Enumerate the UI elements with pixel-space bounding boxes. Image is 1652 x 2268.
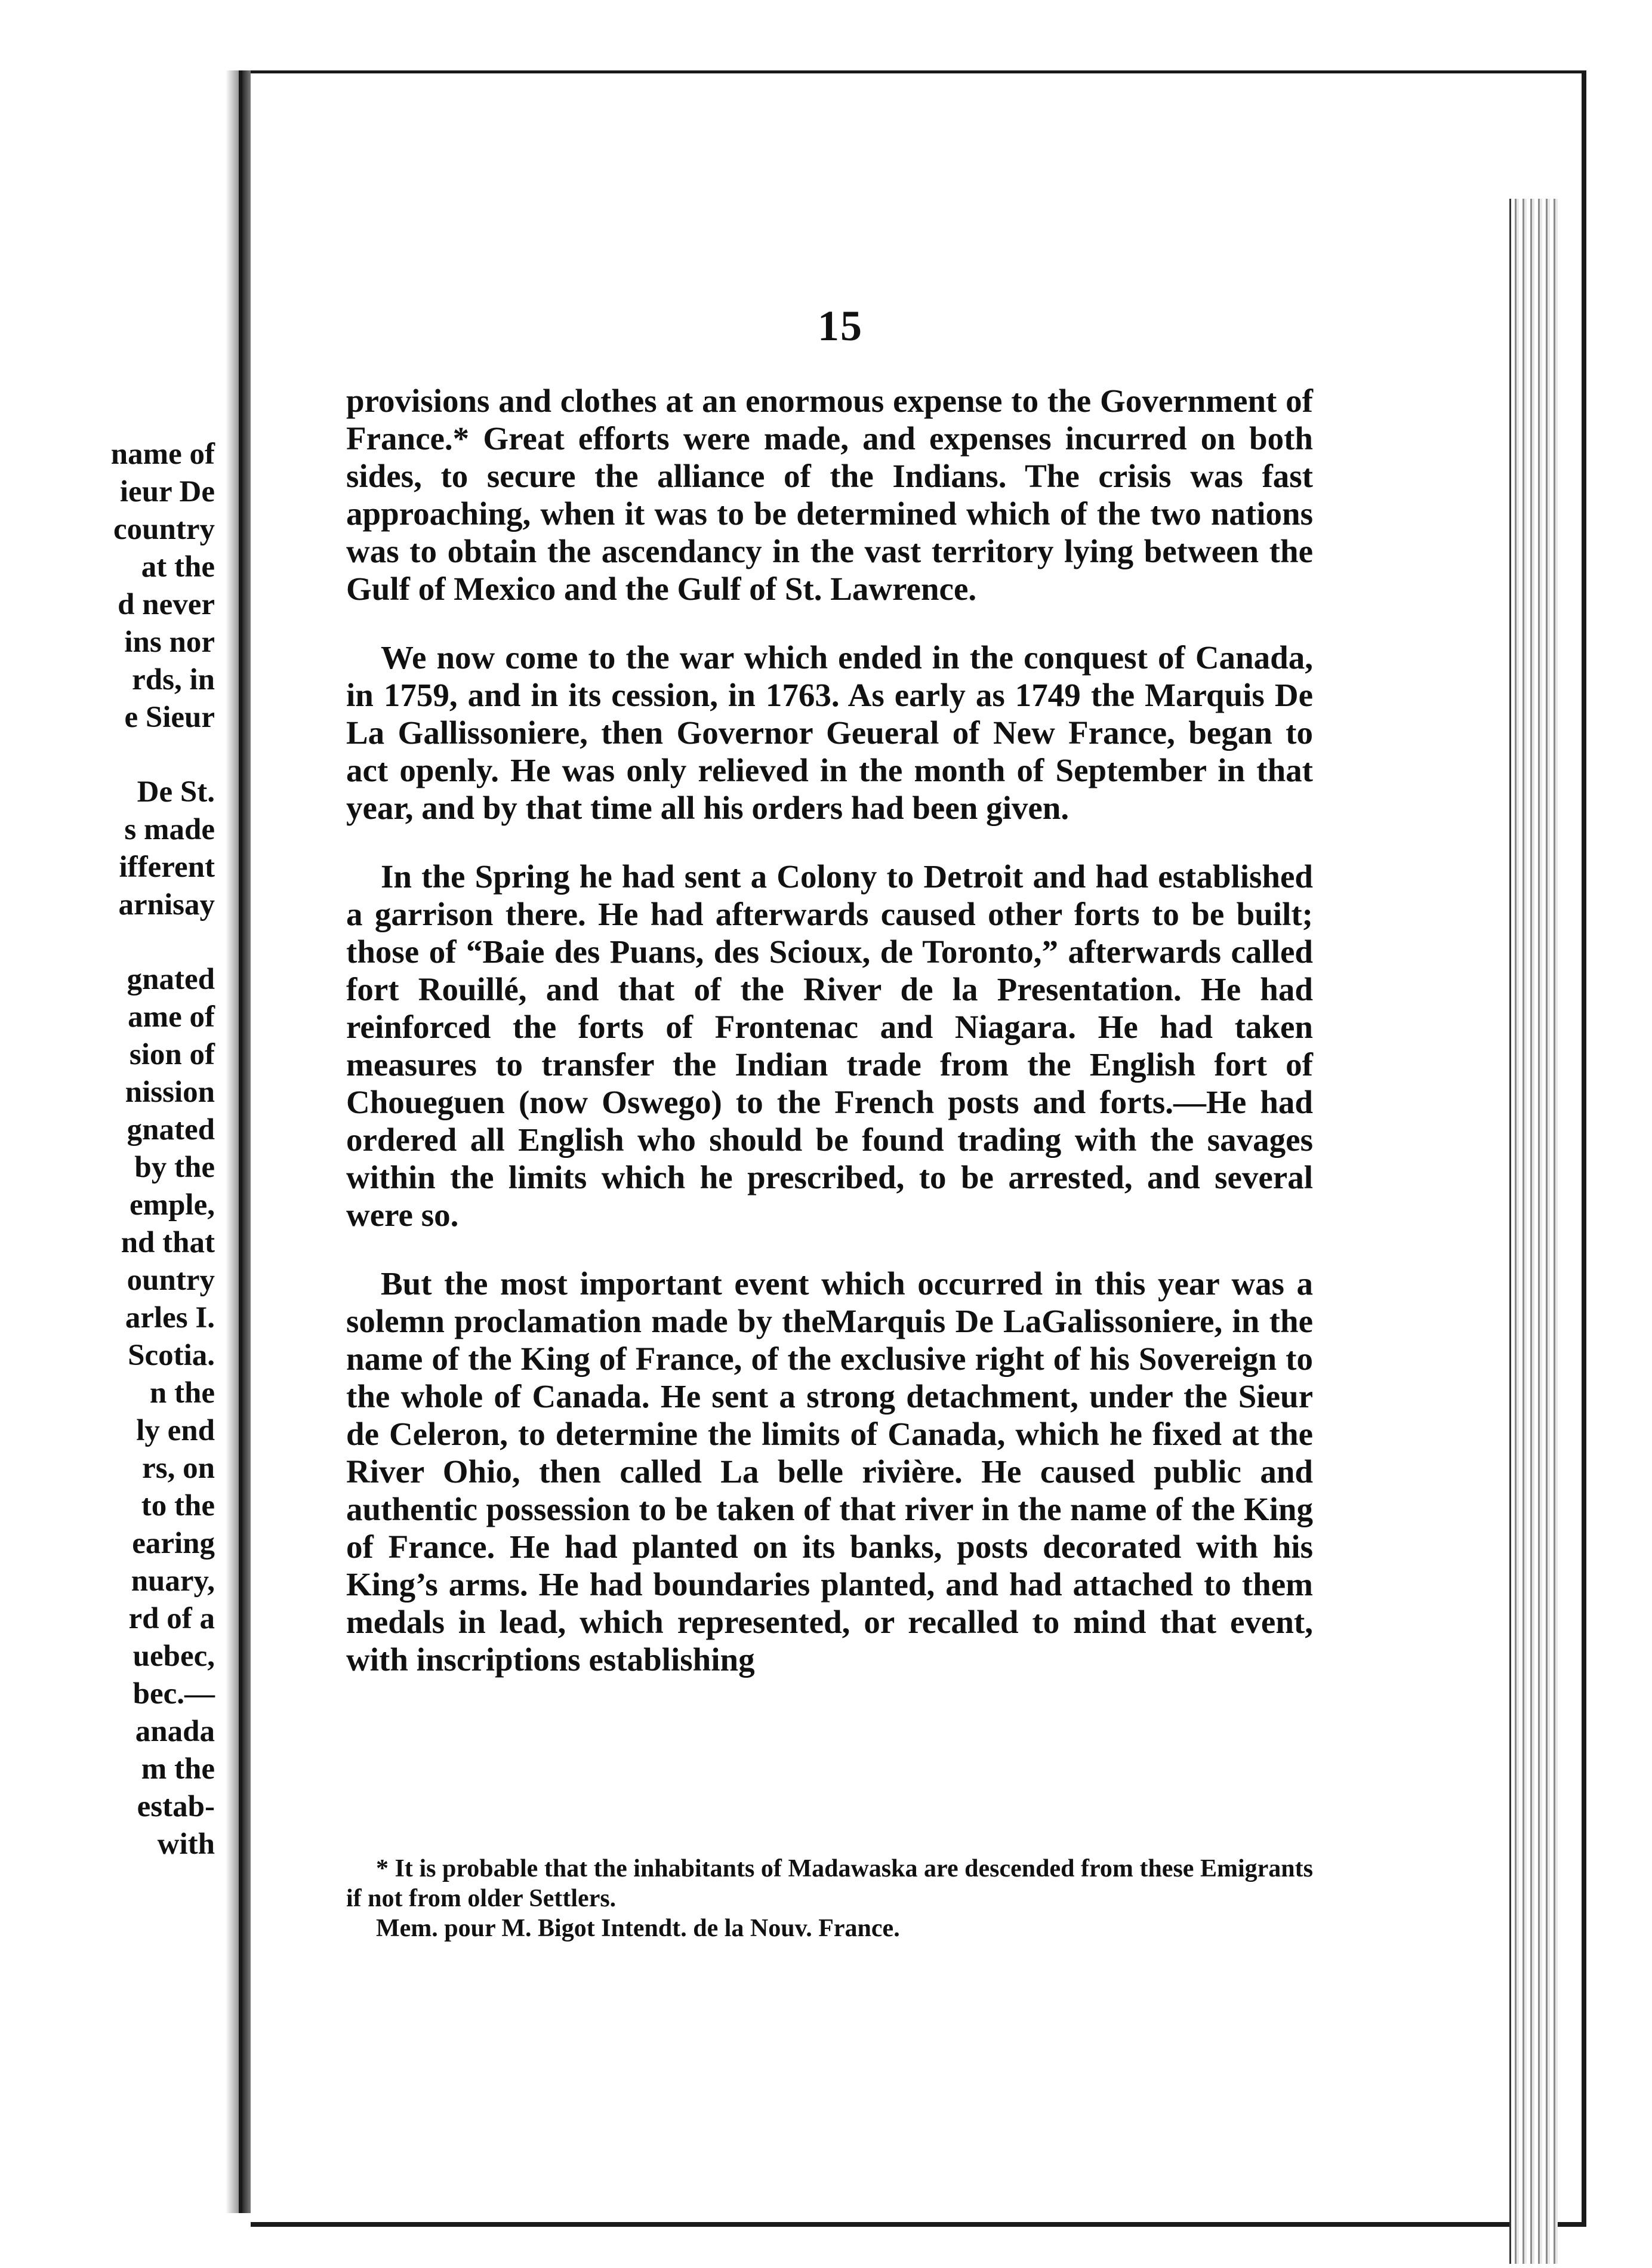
- facing-text-line: sion of: [129, 1038, 215, 1071]
- paragraph: We now come to the war which ended in the conquest of Canada, in 1759, and in its cession, in 1763. As early as 1749 the Marquis De La Gallissoniere, then Governor Geueral of New France, began to act openly. He was only relieved in the month of September in that year, and by that time all his orders had been given.: [346, 639, 1313, 826]
- facing-text-line: De St.: [137, 775, 215, 809]
- facing-text-line: ly end: [136, 1414, 215, 1447]
- facing-page-left: [0, 70, 242, 2213]
- facing-text-line: uebec,: [132, 1640, 215, 1673]
- footnote-citation: Mem. pour M. Bigot Intendt. de la Nouv. France.: [376, 1915, 900, 1942]
- facing-text-line: with: [157, 1828, 215, 1861]
- facing-text-line: at the: [141, 550, 215, 584]
- page-gutter-shadow: [226, 70, 239, 2213]
- body-text: [346, 382, 1313, 1709]
- footnotes: [346, 1854, 1313, 1943]
- facing-text-line: ieur De: [119, 475, 215, 509]
- facing-text-line: bec.—: [132, 1677, 215, 1711]
- facing-text-line: s made: [124, 813, 215, 846]
- facing-text-line: m the: [141, 1752, 215, 1786]
- facing-text-line: nuary,: [131, 1564, 215, 1598]
- page-number: 15: [818, 302, 863, 350]
- facing-text-line: country: [113, 513, 215, 546]
- footnote: * It is probable that the inhabitants of Madawaska are descended from these Emigrants if not from older Settlers.: [346, 1855, 1313, 1912]
- facing-text-line: arnisay: [118, 888, 215, 922]
- facing-text-line: by the: [134, 1151, 215, 1184]
- facing-text-line: ountry: [127, 1264, 215, 1297]
- facing-text-line: name of: [110, 437, 215, 471]
- facing-text-line: ame of: [128, 1000, 215, 1034]
- facing-text-line: emple,: [129, 1188, 215, 1222]
- facing-text-line: gnated: [127, 1113, 215, 1147]
- facing-text-line: anada: [135, 1715, 215, 1748]
- facing-text-line: estab-: [137, 1790, 215, 1823]
- facing-text-line: arles I.: [125, 1301, 215, 1335]
- facing-text-line: nd that: [121, 1226, 215, 1259]
- facing-text-line: d never: [118, 588, 215, 621]
- page-edges: [1509, 199, 1558, 2264]
- facing-text-line: e Sieur: [124, 701, 215, 734]
- facing-text-line: Scotia.: [128, 1339, 215, 1372]
- facing-text-line: nission: [125, 1076, 215, 1109]
- paragraph: But the most important event which occurred in this year was a solemn proclamation made by theMarquis De LaGalissoniere, in the name of the King of France, of the exclusive right of his Sovereign to the whole of Canada. He sent a strong detachment, under the Sieur de Celeron, to determine the limits of Canada, which he fixed at the River Ohio, then called La belle rivière. He caused public and authentic possession to be taken of that river in the name of the King of France. He had planted on its banks, posts decorated with his King’s arms. He had boundaries planted, and had attached to them medals in lead, which represented, or recalled to mind that event, with inscriptions establishing: [346, 1265, 1313, 1678]
- paragraph: In the Spring he had sent a Colony to Detroit and had established a garrison there. He had afterwards caused other forts to be built; those of “Baie des Puans, des Scioux, de Toronto,” afterwards called fort Rouillé, and that of the River de la Presentation. He had reinforced the forts of Frontenac and Niagara. He had taken measures to transfer the Indian trade from the English fort of Choueguen (now Oswego) to the French posts and forts.—He had ordered all English who should be found trading with the savages within the limits which he prescribed, to be arrested, and several were so.: [346, 858, 1313, 1233]
- facing-text-line: rs, on: [142, 1452, 215, 1485]
- facing-text-line: earing: [132, 1527, 215, 1560]
- facing-text-line: rds, in: [132, 663, 215, 697]
- facing-text-line: ifferent: [119, 850, 215, 884]
- facing-page-text: [111, 436, 215, 1863]
- facing-text-line: ins nor: [124, 625, 215, 659]
- facing-text-line: gnated: [127, 963, 215, 996]
- facing-text-line: n the: [149, 1376, 215, 1410]
- facing-text-line: rd of a: [128, 1602, 215, 1635]
- paragraph: provisions and clothes at an enormous expense to the Government of France.* Great efforts were made, and expenses incurred on both sides, to secure the alliance of the Indians. The crisis was fast approaching, when it was to be determined which of the two nations was to obtain the ascendancy in the vast territory lying between the Gulf of Mexico and the Gulf of St. Lawrence.: [346, 383, 1313, 607]
- facing-text-line: to the: [141, 1489, 215, 1523]
